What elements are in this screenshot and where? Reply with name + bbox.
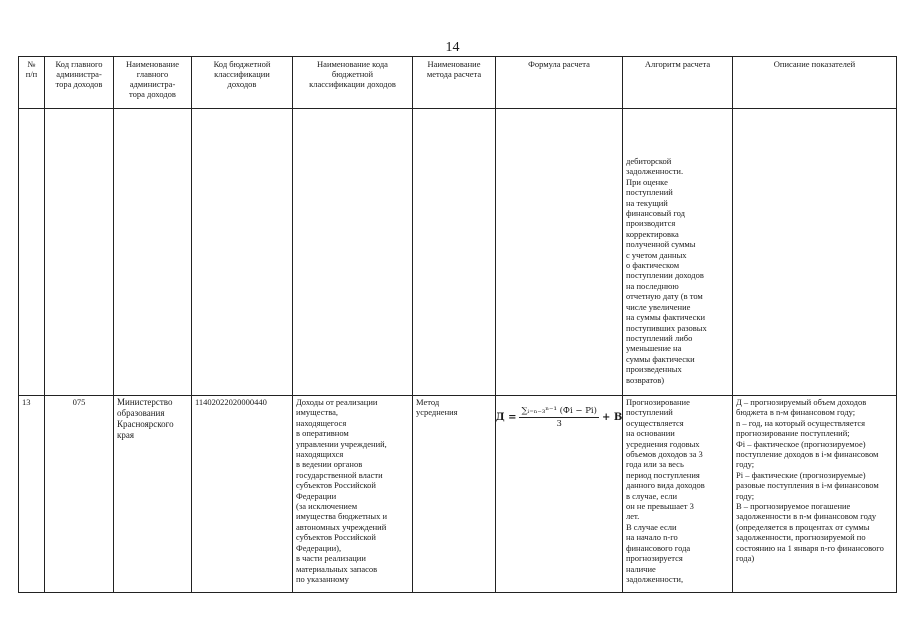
header-admin-code: Код главного администра- тора доходов bbox=[45, 57, 114, 109]
header-budget-code: Код бюджетной классификации доходов bbox=[192, 57, 293, 109]
cell-empty bbox=[496, 109, 623, 396]
header-num: № п/п bbox=[19, 57, 45, 109]
cell-empty bbox=[192, 109, 293, 396]
formula bbox=[495, 397, 623, 437]
code-name: Доходы от реализации имущества, находящегося в оперативном управлении учреждений, находящихся в ведении органов государственной власти субъектов Российской Федерации (за исключением имущества бюджетных и автономных учреждений субъектов Российской Федерации), в части реализации материальных запасов по указанному bbox=[293, 396, 413, 593]
header-formula: Формула расчета bbox=[496, 57, 623, 109]
table-row-13 bbox=[19, 396, 897, 593]
cell-empty bbox=[45, 109, 114, 396]
cell-empty bbox=[413, 109, 496, 396]
admin-name: Министерство образования Красноярского края bbox=[114, 396, 192, 593]
cell-empty bbox=[19, 109, 45, 396]
algorithm-text: Прогнозирование поступлений осуществляется на основании усреднения годовых объемов доходов за 3 года или за весь период поступления данного вида доходов в случае, если он не превышает 3 лет. В случае если на начало n-го финансового года прогнозируется наличие задолженности, bbox=[623, 396, 733, 593]
header-admin-name: Наименование главного администра- тора доходов bbox=[114, 57, 192, 109]
continued-algorithm-text: дебиторской задолженности. При оценке поступлений на текущий финансовый год производится корректировка полученной суммы с учетом данных о фактическом поступлении доходов на последнюю отчетную дату (в том числе увеличение на суммы фактически поступивших разовых поступлений либо уменьшение на суммы фактически произведенных возвратов) bbox=[623, 109, 733, 396]
cell-empty bbox=[733, 109, 897, 396]
page-number: 14 bbox=[445, 40, 460, 55]
formula-fraction bbox=[519, 406, 598, 429]
header-row bbox=[19, 57, 897, 109]
methodology-table bbox=[18, 56, 897, 593]
header-code-name: Наименование кода бюджетной классификации доходов bbox=[293, 57, 413, 109]
formula-numerator: ∑ᵢ₌ₙ₋₃ⁿ⁻¹ (Фi − Рi) bbox=[521, 405, 597, 416]
header-method: Наименование метода расчета bbox=[413, 57, 496, 109]
header-algorithm: Алгоритм расчета bbox=[623, 57, 733, 109]
table-row-continued bbox=[19, 109, 897, 396]
formula-denominator: 3 bbox=[556, 418, 562, 429]
formula-lhs: Д = bbox=[495, 411, 517, 423]
method-name: Метод усреднения bbox=[413, 396, 496, 593]
formula-rhs: + В bbox=[601, 411, 623, 423]
indicator-description: Д – прогнозируемый объем доходов бюджета в n-м финансовом году; n – год, на который осуществляется прогнозирование поступлений; Фi – фактическое (прогнозируемое) поступление доходов в i-м финансовом году; Рi – фактические (прогнозируемые) разовые поступления в i-м финансовом году; В – прогнозируемое погашение задолженности в n-м финансовом году (определяется в процентах от суммы задолженности, прогнозируемой по состоянию на 1 января n-го финансового года) bbox=[733, 396, 897, 593]
cell-empty bbox=[114, 109, 192, 396]
budget-code: 11402022020000440 bbox=[192, 396, 293, 593]
header-description: Описание показателей bbox=[733, 57, 897, 109]
row-number: 13 bbox=[19, 396, 45, 593]
cell-empty bbox=[293, 109, 413, 396]
formula-cell bbox=[496, 396, 623, 593]
admin-code: 075 bbox=[45, 396, 114, 593]
